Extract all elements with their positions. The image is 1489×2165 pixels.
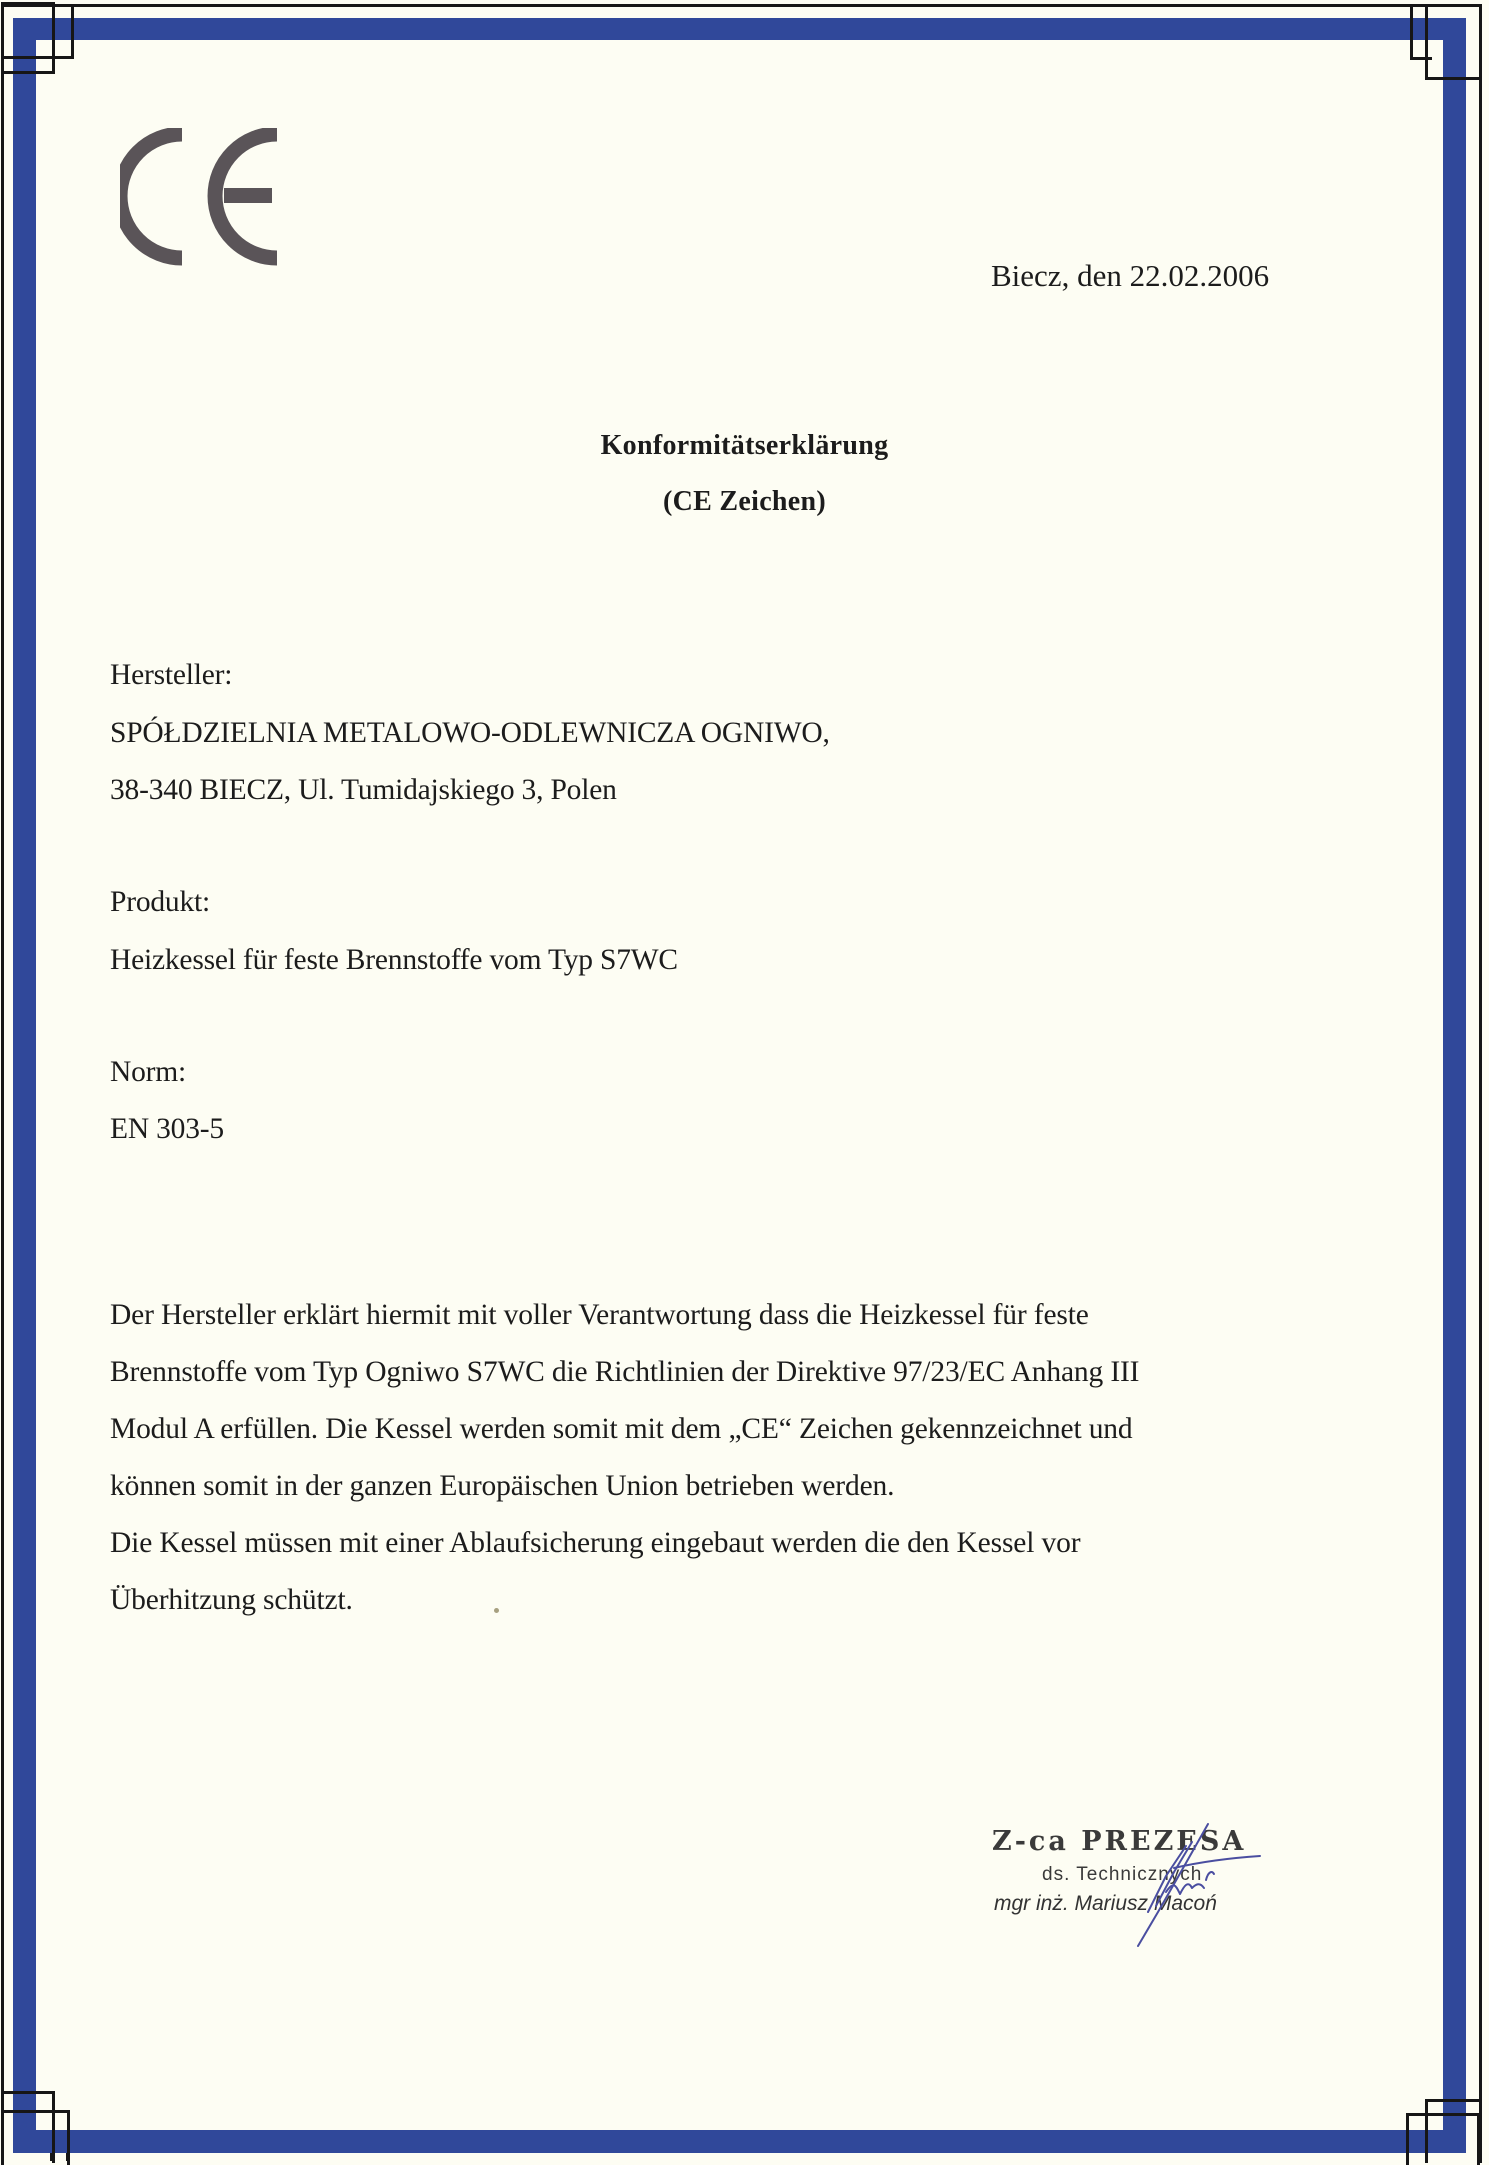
handwritten-signature-icon	[960, 1800, 1300, 1960]
corner-ornament-bottom-right-b	[1406, 2113, 1480, 2165]
document-subtitle: (CE Zeichen)	[662, 486, 827, 517]
declaration-line: Überhitzung schützt.	[110, 1584, 353, 1616]
declaration-text	[110, 1287, 1330, 1629]
stamp-signatory: mgr inż. Mariusz Macoń	[994, 1892, 1217, 1915]
border-line-top	[73, 4, 1429, 7]
corner-ornament-top-left-b	[1, 4, 74, 59]
border-line-right	[1479, 78, 1482, 2142]
declaration-line: Der Hersteller erklärt hiermit mit voller Verantwortung dass die Heizkessel für feste	[110, 1299, 1089, 1331]
declaration-line: Brennstoffe vom Typ Ogniwo S7WC die Richtlinien der Direktive 97/23/EC Anhang III	[110, 1356, 1140, 1388]
product-label: Produkt:	[110, 886, 211, 918]
border-band-right	[1443, 18, 1466, 2153]
stamp-title: Z-ca PREZESA	[992, 1826, 1247, 1857]
border-band-top	[13, 18, 1466, 40]
manufacturer-address: 38-340 BIECZ, Ul. Tumidajskiego 3, Polen	[110, 774, 617, 806]
product-value: Heizkessel für feste Brennstoffe vom Typ S7WC	[110, 944, 678, 976]
border-band-left	[13, 18, 36, 2153]
declaration-line: Modul A erfüllen. Die Kessel werden somit mit dem „CE“ Zeichen gekennzeichnet und	[110, 1413, 1133, 1445]
signature-stamp	[960, 1800, 1300, 1960]
border-band-bottom	[13, 2130, 1466, 2153]
document-title: Konformitätserklärung	[600, 430, 889, 461]
place-date: Biecz, den 22.02.2006	[991, 258, 1270, 293]
manufacturer-name: SPÓŁDZIELNIA METALOWO-ODLEWNICZA OGNIWO,	[110, 717, 830, 749]
declaration-line: können somit in der ganzen Europäischen Union betrieben werden.	[110, 1470, 895, 1502]
ce-mark-icon	[120, 128, 280, 266]
norm-label: Norm:	[110, 1056, 187, 1088]
manufacturer-label: Hersteller:	[110, 659, 233, 691]
paper-speck	[494, 1608, 499, 1613]
corner-ornament-top-right-b	[1425, 4, 1482, 80]
norm-value: EN 303-5	[110, 1113, 224, 1145]
declaration-line: Die Kessel müssen mit einer Ablaufsicherung eingebaut werden die den Kessel vor	[110, 1527, 1081, 1559]
corner-ornament-bottom-left-b	[1, 2110, 70, 2165]
border-line-left	[1, 72, 4, 2132]
stamp-department: ds. Technicznych	[1042, 1864, 1203, 1885]
